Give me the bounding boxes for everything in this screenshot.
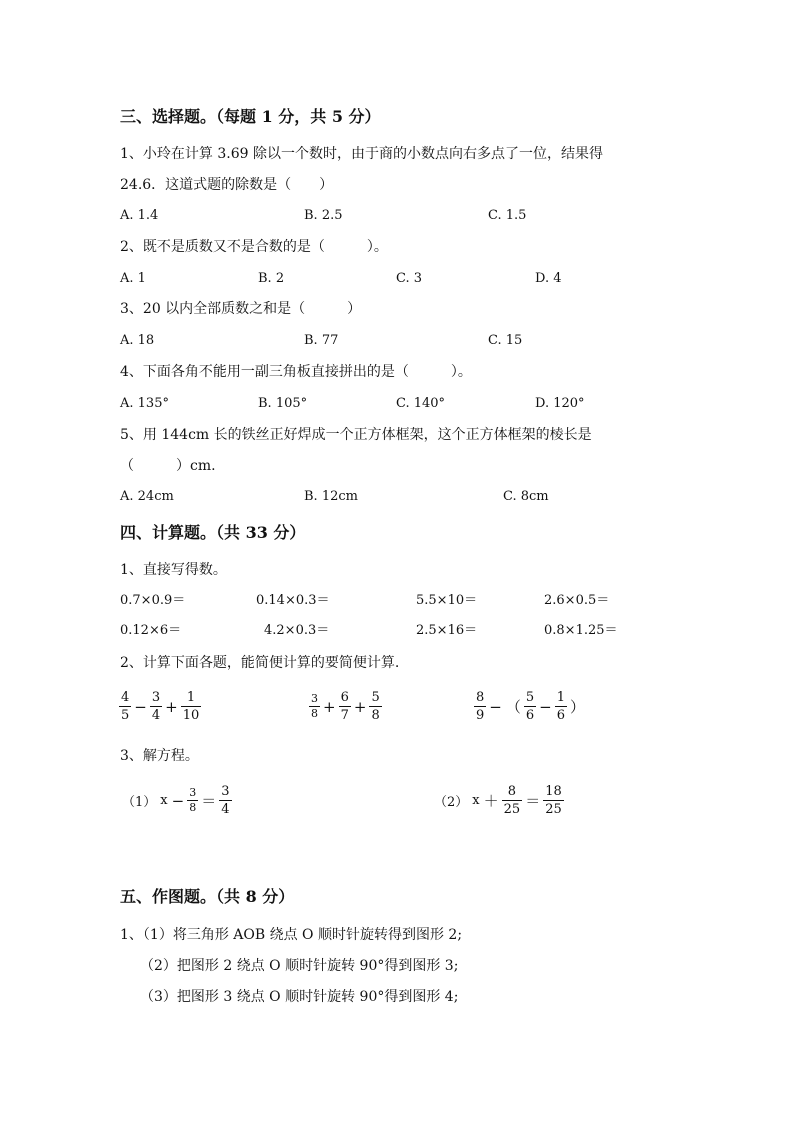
- q3-3-option-a: A. 18: [120, 333, 155, 348]
- q3-3-option-c: C. 15: [488, 333, 523, 348]
- q3-4-text: 4、下面各角不能用一副三角板直接拼出的是（ ）。: [120, 364, 472, 380]
- q4-2-text: 2、计算下面各题，能简便计算的要简便计算.: [120, 655, 400, 671]
- calc-r2-c1: 0.12×6＝: [120, 623, 182, 638]
- q3-4-option-c: C. 140°: [396, 396, 446, 411]
- expression-2: $\frac{3}{8}$ + $\frac{6}{7}$ + $\frac{5}{8}$: [311, 690, 380, 723]
- q3-2-option-a: A. 1: [120, 271, 146, 286]
- q3-4-option-d: D. 120°: [535, 396, 585, 411]
- fraction: $\frac{6}{7}$: [340, 690, 349, 723]
- section-4-title: 四、计算题。（共 33 分）: [120, 523, 306, 542]
- fraction: $\frac{3}{8}$: [189, 786, 197, 814]
- calc-r2-c3: 2.5×16＝: [416, 623, 478, 638]
- fraction: $\frac{8}{25}$: [503, 784, 521, 817]
- fraction: $\frac{3}{4}$: [151, 690, 161, 723]
- q3-1-option-c: C. 1.5: [488, 208, 527, 223]
- q3-1-option-b: B. 2.5: [304, 208, 343, 223]
- q3-3-option-b: B. 77: [304, 333, 339, 348]
- q3-5-line1: 5、用 144cm 长的铁丝正好焊成一个正方体框架，这个正方体框架的棱长是: [120, 427, 592, 443]
- section-3-title: 三、选择题。（每题 1 分，共 5 分）: [120, 107, 381, 126]
- q3-4-option-b: B. 105°: [258, 396, 308, 411]
- expression-1: $\frac{4}{5}$ − $\frac{3}{4}$ + $\frac{1}{10}$: [121, 690, 200, 723]
- q5-1-line3: （3）把图形 3 绕点 O 顺时针旋转 90°得到图形 4;: [140, 989, 459, 1005]
- equation-2: （2） x ＋ $\frac{8}{25}$ ＝ $\frac{18}{25}$: [434, 784, 562, 817]
- fraction: $\frac{1}{10}$: [182, 690, 200, 723]
- q4-1-text: 1、直接写得数。: [120, 562, 227, 578]
- equation-1: （1） x − $\frac{3}{8}$ ＝ $\frac{3}{4}$: [122, 784, 230, 817]
- fraction: $\frac{18}{25}$: [545, 784, 562, 817]
- calc-r1-c1: 0.7×0.9＝: [120, 593, 186, 608]
- expression-3: $\frac{8}{9}$ − （ $\frac{5}{6}$ − $\frac{1}{6}$ ）: [476, 690, 586, 723]
- q3-1-line2: 24.6．这道式题的除数是（ ）: [120, 177, 334, 193]
- q3-2-text: 2、既不是质数又不是合数的是（ ）。: [120, 239, 388, 255]
- fraction: $\frac{1}{6}$: [556, 690, 566, 723]
- q3-5-option-c: C. 8cm: [503, 489, 549, 504]
- section-5-title: 五、作图题。（共 8 分）: [120, 887, 295, 906]
- q3-2-option-c: C. 3: [396, 271, 423, 286]
- calc-r1-c2: 0.14×0.3＝: [256, 593, 330, 608]
- calc-r2-c2: 4.2×0.3＝: [264, 623, 330, 638]
- q3-5-option-b: B. 12cm: [304, 489, 358, 504]
- q3-2-option-d: D. 4: [535, 271, 562, 286]
- fraction: $\frac{3}{8}$: [311, 692, 318, 720]
- calc-r2-c4: 0.8×1.25＝: [544, 623, 618, 638]
- q3-3-text: 3、20 以内全部质数之和是（ ）: [120, 301, 362, 317]
- calc-r1-c4: 2.6×0.5＝: [544, 593, 610, 608]
- q3-1-option-a: A. 1.4: [120, 208, 159, 223]
- fraction: $\frac{8}{9}$: [476, 690, 485, 723]
- fraction: $\frac{5}{6}$: [525, 690, 535, 723]
- q3-5-option-a: A. 24cm: [120, 489, 174, 504]
- q5-1-line2: （2）把图形 2 绕点 O 顺时针旋转 90°得到图形 3;: [140, 958, 459, 974]
- q3-2-option-b: B. 2: [258, 271, 285, 286]
- calc-r1-c3: 5.5×10＝: [416, 593, 478, 608]
- fraction: $\frac{5}{8}$: [371, 690, 380, 723]
- fraction: $\frac{4}{5}$: [121, 690, 130, 723]
- q3-1-line1: 1、小玲在计算 3.69 除以一个数时，由于商的小数点向右多点了一位，结果得: [120, 146, 603, 162]
- q5-1-line1: 1、（1）将三角形 AOB 绕点 O 顺时针旋转得到图形 2;: [120, 927, 463, 943]
- q3-5-line2: （ ）cm.: [120, 458, 216, 474]
- fraction: $\frac{3}{4}$: [221, 784, 230, 817]
- q3-4-option-a: A. 135°: [120, 396, 169, 411]
- q4-3-text: 3、解方程。: [120, 748, 199, 764]
